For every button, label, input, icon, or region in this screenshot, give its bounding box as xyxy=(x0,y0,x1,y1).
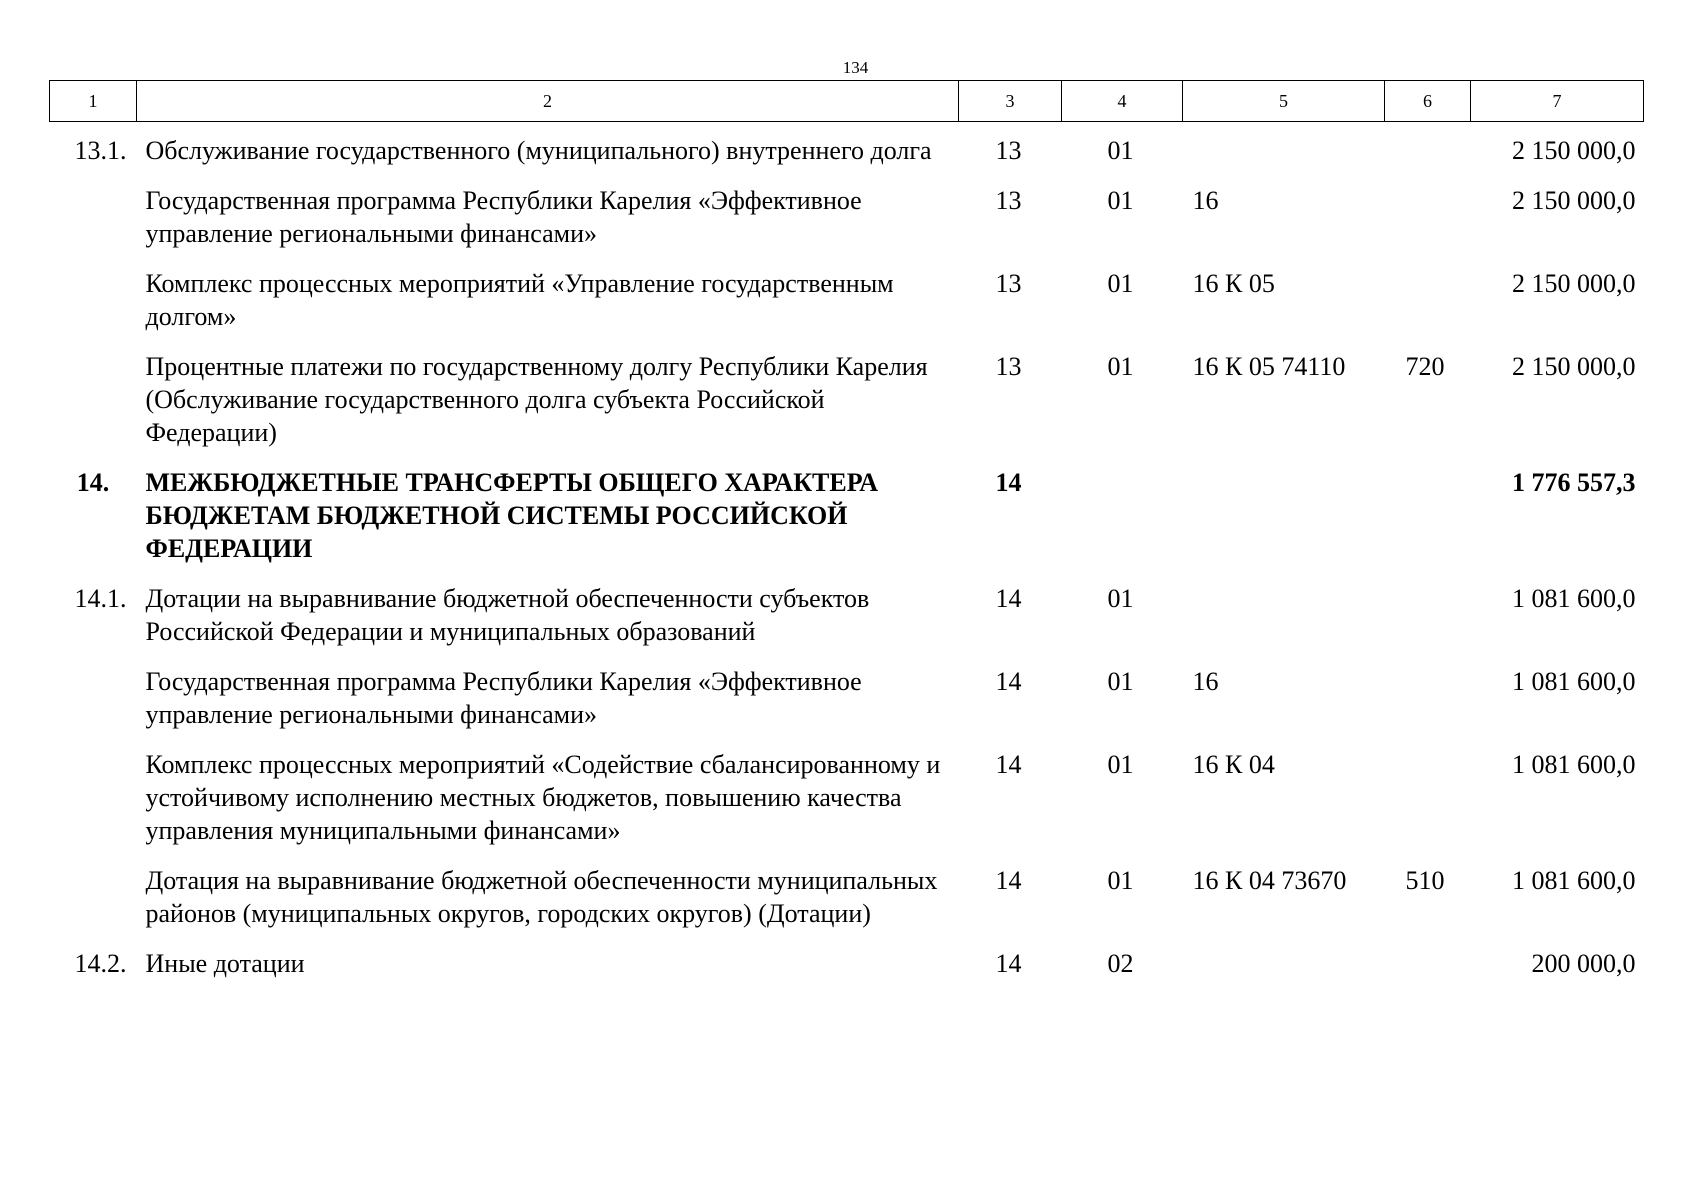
target-article-code xyxy=(1183,466,1385,582)
row-name: Иные дотации xyxy=(145,949,305,978)
table-row xyxy=(50,184,1644,267)
column-header-4: 4 xyxy=(1062,81,1183,122)
row-name: МЕЖБЮДЖЕТНЫЕ ТРАНСФЕРТЫ ОБЩЕГО ХАРАКТЕРА БЮДЖЕТАМ БЮДЖЕТНОЙ СИСТЕМЫ РОССИЙСКОЙ ФЕДЕРАЦИИ xyxy=(145,468,879,563)
row-number: 14. xyxy=(76,468,110,497)
section-code: 13 xyxy=(995,269,1022,298)
target-article-code: 16 xyxy=(1192,667,1219,696)
row-name: Процентные платежи по государственному долгу Республики Карелия (Обслуживание государственного долга субъекта Российской Федерации) xyxy=(145,352,928,447)
column-header-5: 5 xyxy=(1183,81,1385,122)
target-article-code: 16 xyxy=(1192,186,1219,215)
subsection-code: 01 xyxy=(1107,866,1134,895)
table-body xyxy=(50,122,1644,998)
table-row xyxy=(50,267,1644,350)
table-row xyxy=(50,864,1644,947)
table-row xyxy=(50,665,1644,748)
row-name: Комплекс процессных мероприятий «Управление государственным долгом» xyxy=(145,269,894,331)
section-code: 13 xyxy=(995,186,1022,215)
target-article-code xyxy=(1183,947,1385,997)
section-code: 14 xyxy=(995,468,1022,497)
row-amount: 2 150 000,0 xyxy=(1512,269,1636,298)
target-article-code: 16 К 05 74110 xyxy=(1192,352,1346,381)
subsection-code: 01 xyxy=(1107,352,1134,381)
expense-type-code xyxy=(1385,665,1471,748)
target-article-code xyxy=(1183,122,1385,185)
header-row xyxy=(50,81,1644,122)
subsection-code xyxy=(1062,466,1183,582)
subsection-code: 01 xyxy=(1107,750,1134,779)
row-name: Обслуживание государственного (муниципального) внутреннего долга xyxy=(145,136,932,165)
row-amount: 1 081 600,0 xyxy=(1512,750,1636,779)
table-row xyxy=(50,350,1644,466)
target-article-code: 16 К 05 xyxy=(1192,269,1275,298)
expense-type-code xyxy=(1385,466,1471,582)
expense-type-code xyxy=(1385,582,1471,665)
row-number xyxy=(50,665,137,748)
section-code: 14 xyxy=(995,866,1022,895)
row-number: 14.2. xyxy=(74,949,127,978)
expense-type-code: 510 xyxy=(1405,866,1445,895)
row-amount: 1 081 600,0 xyxy=(1512,667,1636,696)
table-row xyxy=(50,582,1644,665)
table-row xyxy=(50,748,1644,864)
expense-type-code xyxy=(1385,184,1471,267)
table-row xyxy=(50,466,1644,582)
row-name: Дотации на выравнивание бюджетной обеспеченности субъектов Российской Федерации и муниципальных образований xyxy=(145,584,870,646)
subsection-code: 01 xyxy=(1107,584,1134,613)
subsection-code: 01 xyxy=(1107,186,1134,215)
column-header-3: 3 xyxy=(959,81,1062,122)
page-number: 134 xyxy=(842,58,869,77)
row-name: Государственная программа Республики Карелия «Эффективное управление региональными финансами» xyxy=(145,667,862,729)
row-amount: 2 150 000,0 xyxy=(1512,186,1636,215)
row-number: 13.1. xyxy=(74,136,127,165)
subsection-code: 01 xyxy=(1107,136,1134,165)
expense-type-code xyxy=(1385,267,1471,350)
expense-type-code xyxy=(1385,947,1471,997)
row-amount: 1 081 600,0 xyxy=(1512,584,1636,613)
row-name: Комплекс процессных мероприятий «Содействие сбалансированному и устойчивому исполнению местных бюджетов, повышению качества управления муниципальными финансами» xyxy=(145,750,941,845)
row-amount: 2 150 000,0 xyxy=(1512,352,1636,381)
row-amount: 2 150 000,0 xyxy=(1512,136,1636,165)
row-number xyxy=(50,748,137,864)
row-number xyxy=(50,184,137,267)
section-code: 13 xyxy=(995,352,1022,381)
row-number xyxy=(50,350,137,466)
subsection-code: 01 xyxy=(1107,667,1134,696)
row-amount: 1 776 557,3 xyxy=(1512,468,1636,497)
column-header-1: 1 xyxy=(50,81,137,122)
table-row xyxy=(50,122,1644,185)
target-article-code xyxy=(1183,582,1385,665)
expense-type-code xyxy=(1385,748,1471,864)
section-code: 14 xyxy=(995,584,1022,613)
table-row xyxy=(50,947,1644,997)
column-header-2: 2 xyxy=(137,81,959,122)
table-header xyxy=(50,81,1644,122)
section-code: 14 xyxy=(995,667,1022,696)
column-header-6: 6 xyxy=(1385,81,1471,122)
row-amount: 200 000,0 xyxy=(1531,949,1636,978)
row-name: Дотация на выравнивание бюджетной обеспеченности муниципальных районов (муниципальных округов, городских округов) (Дотации) xyxy=(145,866,938,928)
section-code: 14 xyxy=(995,949,1022,978)
section-code: 14 xyxy=(995,750,1022,779)
expense-type-code: 720 xyxy=(1405,352,1445,381)
row-amount: 1 081 600,0 xyxy=(1512,866,1636,895)
row-name: Государственная программа Республики Карелия «Эффективное управление региональными финансами» xyxy=(145,186,862,248)
target-article-code: 16 К 04 73670 xyxy=(1192,866,1347,895)
expense-type-code xyxy=(1385,122,1471,185)
target-article-code: 16 К 04 xyxy=(1192,750,1275,779)
row-number: 14.1. xyxy=(74,584,127,613)
row-number xyxy=(50,267,137,350)
row-number xyxy=(50,864,137,947)
budget-table xyxy=(49,80,1644,997)
subsection-code: 02 xyxy=(1107,949,1134,978)
subsection-code: 01 xyxy=(1107,269,1134,298)
column-header-7: 7 xyxy=(1471,81,1644,122)
section-code: 13 xyxy=(995,136,1022,165)
